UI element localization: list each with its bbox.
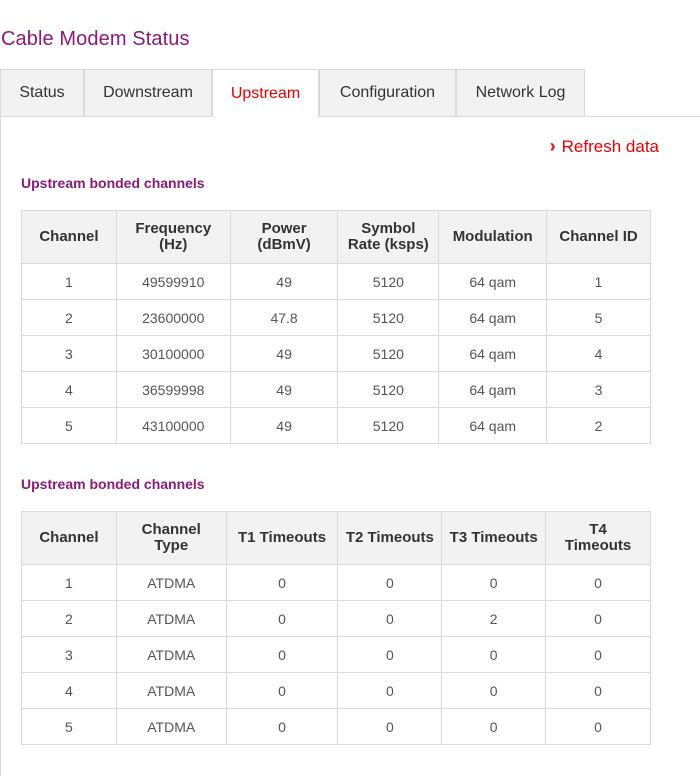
table-row bbox=[22, 601, 651, 637]
table-cell: 0 bbox=[338, 709, 442, 745]
table-cell: 30100000 bbox=[116, 336, 230, 372]
column-header: Channel ID bbox=[547, 211, 651, 264]
table-cell: 2 bbox=[442, 601, 546, 637]
section-title-upstream-timeouts: Upstream bonded channels bbox=[21, 476, 205, 492]
table-cell: 3 bbox=[22, 336, 117, 372]
table-cell: 0 bbox=[546, 565, 651, 601]
table-cell: 0 bbox=[226, 637, 338, 673]
table-row bbox=[22, 709, 651, 745]
table-cell: 0 bbox=[226, 709, 338, 745]
table-cell: 5120 bbox=[338, 408, 439, 444]
table-cell: 49599910 bbox=[116, 264, 230, 300]
table-cell: 1 bbox=[22, 565, 117, 601]
tab-network-log[interactable]: Network Log bbox=[456, 69, 585, 116]
chevron-right-icon: › bbox=[549, 136, 556, 156]
table-cell: 5120 bbox=[338, 264, 439, 300]
table-cell: 5 bbox=[547, 300, 651, 336]
table-cell: 49 bbox=[230, 372, 338, 408]
table-cell: 23600000 bbox=[116, 300, 230, 336]
table-cell: 5120 bbox=[338, 300, 439, 336]
table-row bbox=[22, 336, 651, 372]
table-cell: 64 qam bbox=[439, 372, 547, 408]
column-header: Channel bbox=[22, 211, 117, 264]
table-row bbox=[22, 372, 651, 408]
table-cell: 0 bbox=[338, 637, 442, 673]
column-header: Channel Type bbox=[116, 512, 226, 565]
table-cell: ATDMA bbox=[116, 565, 226, 601]
table-cell: ATDMA bbox=[116, 709, 226, 745]
upstream-timeouts-table bbox=[21, 511, 651, 745]
table-cell: 2 bbox=[22, 601, 117, 637]
table-row bbox=[22, 408, 651, 444]
table-header-row bbox=[22, 211, 651, 264]
table-cell: 0 bbox=[546, 709, 651, 745]
table-cell: ATDMA bbox=[116, 673, 226, 709]
table-cell: 2 bbox=[547, 408, 651, 444]
table-row bbox=[22, 264, 651, 300]
table-cell: 36599998 bbox=[116, 372, 230, 408]
table-cell: 0 bbox=[442, 637, 546, 673]
table-cell: 64 qam bbox=[439, 264, 547, 300]
tab-configuration[interactable]: Configuration bbox=[319, 69, 456, 116]
table-row bbox=[22, 637, 651, 673]
table-cell: 64 qam bbox=[439, 336, 547, 372]
table-row bbox=[22, 673, 651, 709]
tab-downstream[interactable]: Downstream bbox=[84, 69, 212, 116]
column-header: Power (dBmV) bbox=[230, 211, 338, 264]
table-cell: 3 bbox=[22, 637, 117, 673]
tab-upstream[interactable]: Upstream bbox=[212, 69, 319, 117]
refresh-data-link[interactable] bbox=[550, 136, 659, 157]
table-cell: 1 bbox=[547, 264, 651, 300]
tab-status[interactable]: Status bbox=[0, 69, 84, 116]
table-cell: 0 bbox=[338, 601, 442, 637]
table-cell: 0 bbox=[546, 673, 651, 709]
table-cell: 1 bbox=[22, 264, 117, 300]
table-cell: 5 bbox=[22, 408, 117, 444]
column-header: T3 Timeouts bbox=[442, 512, 546, 565]
table-cell: 4 bbox=[22, 673, 117, 709]
table-cell: 0 bbox=[226, 673, 338, 709]
table-cell: ATDMA bbox=[116, 601, 226, 637]
table-cell: 5120 bbox=[338, 336, 439, 372]
section-title-upstream-channels: Upstream bonded channels bbox=[21, 175, 205, 191]
table-cell: 0 bbox=[546, 637, 651, 673]
table-cell: 64 qam bbox=[439, 408, 547, 444]
table-row bbox=[22, 565, 651, 601]
table-cell: 49 bbox=[230, 264, 338, 300]
tab-bar bbox=[0, 69, 700, 117]
refresh-data-label: Refresh data bbox=[561, 136, 659, 156]
table-cell: 5120 bbox=[338, 372, 439, 408]
table-cell: 0 bbox=[546, 601, 651, 637]
table-cell: 0 bbox=[442, 565, 546, 601]
table-cell: 4 bbox=[22, 372, 117, 408]
table-cell: 3 bbox=[547, 372, 651, 408]
table-row bbox=[22, 300, 651, 336]
upstream-channels-table bbox=[21, 210, 651, 444]
table-cell: ATDMA bbox=[116, 637, 226, 673]
table-header-row bbox=[22, 512, 651, 565]
table-cell: 0 bbox=[226, 601, 338, 637]
table-cell: 49 bbox=[230, 336, 338, 372]
table-cell: 2 bbox=[22, 300, 117, 336]
table-cell: 0 bbox=[226, 565, 338, 601]
column-header: T4 Timeouts bbox=[546, 512, 651, 565]
column-header: T1 Timeouts bbox=[226, 512, 338, 565]
column-header: Channel bbox=[22, 512, 117, 565]
table-cell: 47.8 bbox=[230, 300, 338, 336]
table-cell: 4 bbox=[547, 336, 651, 372]
column-header: T2 Timeouts bbox=[338, 512, 442, 565]
table-cell: 5 bbox=[22, 709, 117, 745]
column-header: Modulation bbox=[439, 211, 547, 264]
table-cell: 0 bbox=[442, 709, 546, 745]
column-header: Symbol Rate (ksps) bbox=[338, 211, 439, 264]
page-title: Cable Modem Status bbox=[1, 28, 190, 50]
table-cell: 43100000 bbox=[116, 408, 230, 444]
column-header: Frequency (Hz) bbox=[116, 211, 230, 264]
table-cell: 0 bbox=[338, 565, 442, 601]
table-cell: 0 bbox=[338, 673, 442, 709]
table-cell: 64 qam bbox=[439, 300, 547, 336]
table-cell: 0 bbox=[442, 673, 546, 709]
table-cell: 49 bbox=[230, 408, 338, 444]
